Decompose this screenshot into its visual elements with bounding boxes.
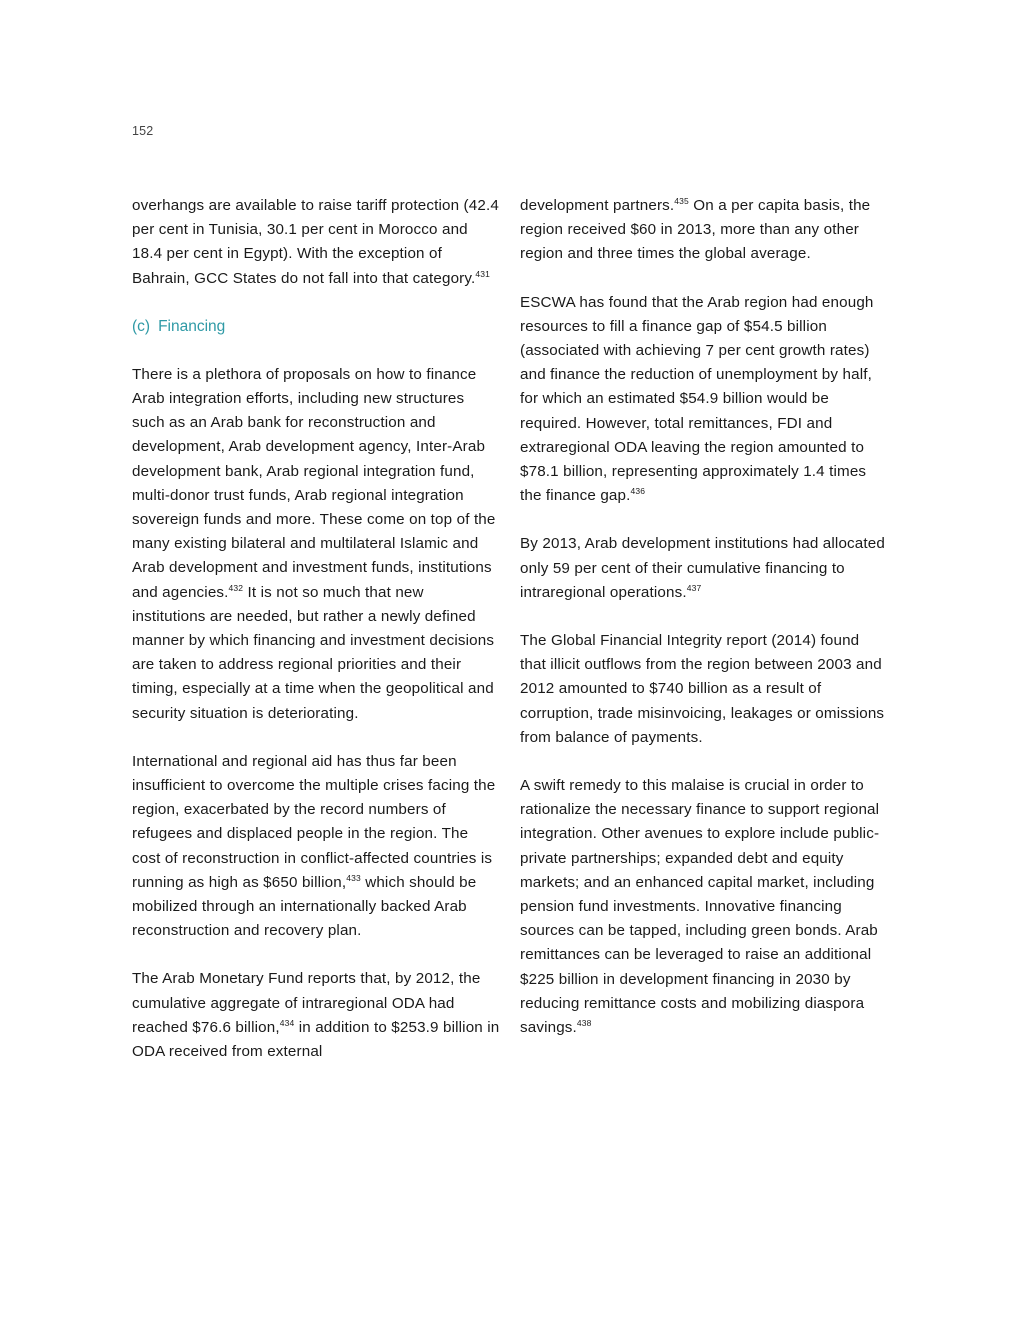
paragraph-remedy: [520, 774, 888, 1040]
paragraph-text-continued: which should be mobilized through an internationally backed Arab reconstruction and recovery plan.: [132, 873, 477, 940]
paragraph-text-continued: On a per capita basis, the region received $60 in 2013, more than any other region and three times the global average.: [520, 197, 871, 263]
footnote-437[interactable]: 437: [686, 582, 702, 593]
footnote-431[interactable]: 431: [475, 268, 491, 279]
footnote-433[interactable]: 433: [346, 872, 361, 883]
section-heading-financing: [132, 315, 500, 339]
paragraph-text: International and regional aid has thus far been insufficient to overcome the multiple crises facing the region, exacerbated by the record numbers of refugees and displaced people in the region. The cost of reconstruction in conflict-affected countries is running as high as $650 billion,: [132, 752, 496, 891]
paragraph-text-continued: in addition to $253.9 billion in ODA received from external: [132, 1018, 500, 1061]
paragraph-illicit-outflows: [520, 629, 888, 750]
paragraph-text: There is a plethora of proposals on how to finance Arab integration efforts, including new structures such as an Arab bank for reconstruction and development, Arab development agency, Inter-Arab development bank, Arab regional integration fund, multi-donor trust funds, Arab regional integration sovereign funds and more. These come on top of the many existing bilateral and multilateral Islamic and Arab development and investment funds, institutions and agencies.: [132, 365, 496, 601]
paragraph-aid: [132, 750, 500, 944]
paragraph-text: ESCWA has found that the Arab region had enough resources to fill a finance gap of $54.5 billion (associated with achieving 7 per cent growth rates) and finance the reduction of unemployment by half, for which an estimated $54.9 billion would be required. However, total remittances, FDI and extraregional ODA leaving the region amounted to $78.1 billion, representing approximately 1.4 times the finance gap.: [520, 293, 874, 505]
right-column: [520, 194, 888, 1064]
paragraph-monetary-fund: [132, 967, 500, 1064]
paragraph-text: overhangs are available to raise tariff protection (42.4 per cent in Tunisia, 30.1 per cent in Morocco and 18.4 per cent in Egypt). With the exception of Bahrain, GCC States do not fall into that category.: [132, 197, 499, 287]
paragraph-institutions: [520, 532, 888, 605]
paragraph-text: development partners.: [520, 197, 675, 214]
section-marker: (c): [132, 317, 151, 335]
footnote-436[interactable]: 436: [630, 486, 646, 497]
paragraph-text: The Arab Monetary Fund reports that, by 2012, the cumulative aggregate of intraregional ODA had reached $76.6 billion,: [132, 970, 481, 1036]
paragraph-text: A swift remedy to this malaise is crucial in order to rationalize the necessary finance to support regional integration. Other avenues to explore include public-private partnerships; expanded debt and equity markets; and an enhanced capital market, including pension fund investments. Innovative financing sources can be tapped, including green bonds. Arab remittances can be leveraged to raise an additional $225 billion in development financing in 2030 by reducing remittance costs and mobilizing diaspora savings.: [520, 777, 880, 1037]
footnote-438[interactable]: 438: [576, 1018, 592, 1029]
paragraph-text: By 2013, Arab development institutions had allocated only 59 per cent of their cumulative financing to intraregional operations.: [520, 535, 885, 601]
footnote-435[interactable]: 435: [674, 196, 689, 206]
paragraph-development-partners: [520, 194, 888, 267]
footnote-432[interactable]: 432: [228, 582, 244, 593]
paragraph-text-continued: It is not so much that new institutions are needed, but rather a newly defined manner by which financing and investment decisions are taken to address regional priorities and their timing, especially at a time when the geopolitical and security situation is deteriorating.: [132, 583, 495, 722]
paragraph-proposals: [132, 363, 500, 726]
section-title: Financing: [158, 317, 226, 335]
paragraph-tariff-overhangs: [132, 194, 500, 291]
page-number: 152: [132, 124, 154, 138]
paragraph-text: The Global Financial Integrity report (2014) found that illicit outflows from the region between 2003 and 2012 amounted to $740 billion as a result of corruption, trade misinvoicing, leakages or omissions from balance of payments.: [520, 632, 885, 746]
footnote-434[interactable]: 434: [279, 1017, 295, 1028]
left-column: [132, 194, 500, 1088]
paragraph-escwa: [520, 291, 888, 509]
